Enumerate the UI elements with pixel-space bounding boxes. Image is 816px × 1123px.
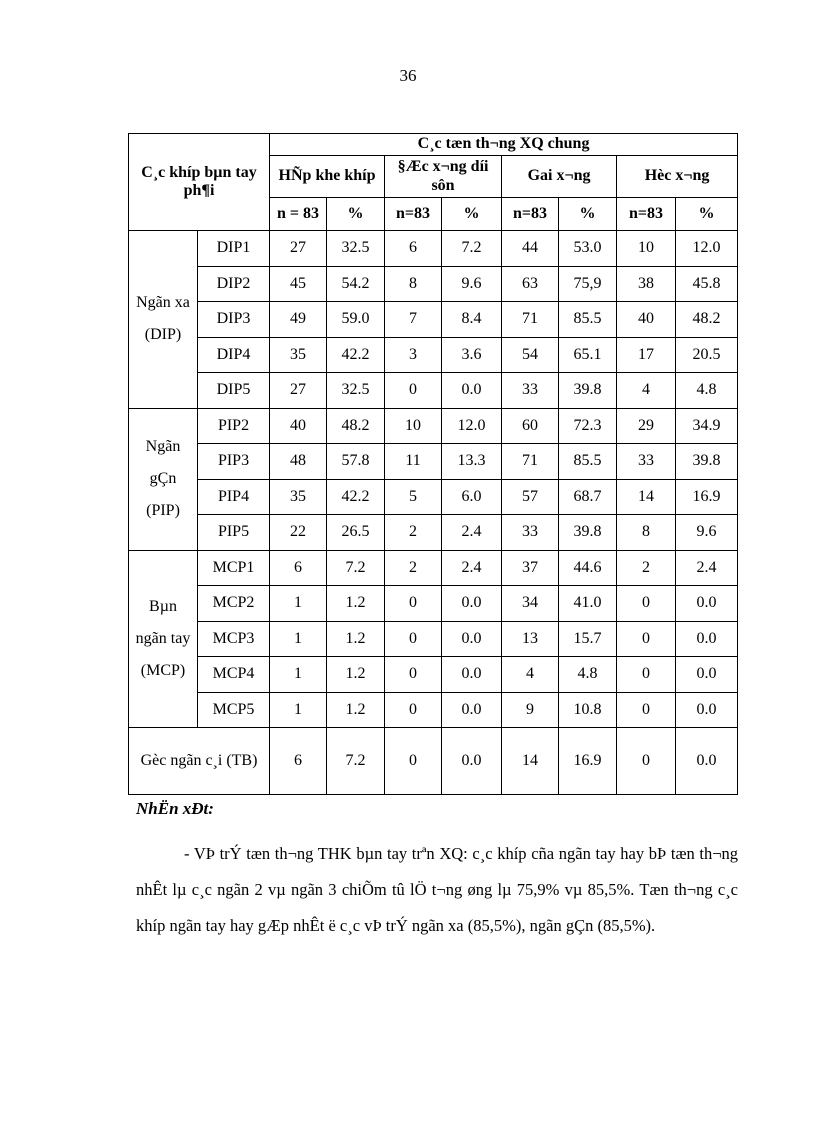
sub-header: % <box>559 198 617 231</box>
value-cell: 2.4 <box>442 515 502 551</box>
value-cell: 6 <box>270 550 327 586</box>
table-row <box>129 657 738 693</box>
sub-header: n=83 <box>502 198 559 231</box>
joint-cell: DIP3 <box>198 302 270 338</box>
value-cell: 57 <box>502 479 559 515</box>
joint-cell: MCP1 <box>198 550 270 586</box>
value-cell: 10 <box>385 408 442 444</box>
table-row <box>129 337 738 373</box>
value-cell: 38 <box>617 266 676 302</box>
value-cell: 15.7 <box>559 621 617 657</box>
value-cell: 0.0 <box>442 657 502 693</box>
value-cell: 63 <box>502 266 559 302</box>
value-cell: 33 <box>502 373 559 409</box>
value-cell: 16.9 <box>559 728 617 795</box>
table-row <box>129 586 738 622</box>
sub-header: % <box>676 198 738 231</box>
joint-cell: PIP2 <box>198 408 270 444</box>
value-cell: 71 <box>502 444 559 480</box>
value-cell: 33 <box>502 515 559 551</box>
joint-cell: DIP4 <box>198 337 270 373</box>
sub-header: % <box>327 198 385 231</box>
value-cell: 13 <box>502 621 559 657</box>
value-cell: 85.5 <box>559 302 617 338</box>
value-cell: 9.6 <box>676 515 738 551</box>
value-cell: 59.0 <box>327 302 385 338</box>
value-cell: 85.5 <box>559 444 617 480</box>
value-cell: 29 <box>617 408 676 444</box>
value-cell: 53.0 <box>559 231 617 267</box>
value-cell: 49 <box>270 302 327 338</box>
value-cell: 0.0 <box>442 586 502 622</box>
notes-body: - VÞ trÝ tæn th¬ng THK bµn tay trªn XQ: c¸c khíp cña ngãn tay hay bÞ tæn th¬ng nhÊt lµ c¸c ngãn 2 vµ ngãn 3 chiÕm tû lÖ t¬ng øng lµ 75,9% vµ 85,5%. Tæn th¬ng c¸c khíp ngãn tay hay gÆp nhÊt ë c¸c vÞ trÝ ngãn xa (85,5%), ngãn gÇn (85,5%). <box>136 844 738 935</box>
value-cell: 65.1 <box>559 337 617 373</box>
value-cell: 8.4 <box>442 302 502 338</box>
value-cell: 0 <box>385 586 442 622</box>
value-cell: 35 <box>270 337 327 373</box>
table-row <box>129 515 738 551</box>
value-cell: 1 <box>270 657 327 693</box>
value-cell: 48.2 <box>676 302 738 338</box>
value-cell: 10 <box>617 231 676 267</box>
value-cell: 0 <box>617 621 676 657</box>
value-cell: 39.8 <box>559 373 617 409</box>
value-cell: 1 <box>270 692 327 728</box>
group-label-cell: Ngãn gÇn (PIP) <box>129 408 198 550</box>
value-cell: 40 <box>270 408 327 444</box>
page-number: 36 <box>399 66 417 85</box>
value-cell: 14 <box>617 479 676 515</box>
value-cell: 16.9 <box>676 479 738 515</box>
value-cell: 14 <box>502 728 559 795</box>
table-row <box>129 479 738 515</box>
value-cell: 32.5 <box>327 231 385 267</box>
value-cell: 0.0 <box>442 692 502 728</box>
joint-cell: DIP5 <box>198 373 270 409</box>
value-cell: 7.2 <box>327 728 385 795</box>
value-cell: 1.2 <box>327 621 385 657</box>
value-cell: 27 <box>270 373 327 409</box>
value-cell: 0 <box>385 692 442 728</box>
value-cell: 7.2 <box>327 550 385 586</box>
value-cell: 10.8 <box>559 692 617 728</box>
value-cell: 13.3 <box>442 444 502 480</box>
xray-lesions-table <box>128 133 738 795</box>
value-cell: 34.9 <box>676 408 738 444</box>
value-cell: 0 <box>617 657 676 693</box>
value-cell: 45.8 <box>676 266 738 302</box>
value-cell: 44.6 <box>559 550 617 586</box>
value-cell: 41.0 <box>559 586 617 622</box>
value-cell: 75,9 <box>559 266 617 302</box>
value-cell: 32.5 <box>327 373 385 409</box>
group-label-cell: Ngãn xa (DIP) <box>129 231 198 409</box>
value-cell: 34 <box>502 586 559 622</box>
value-cell: 6.0 <box>442 479 502 515</box>
value-cell: 1.2 <box>327 657 385 693</box>
value-cell: 9 <box>502 692 559 728</box>
column-header: HÑp khe khíp <box>270 156 385 198</box>
value-cell: 0.0 <box>442 373 502 409</box>
value-cell: 11 <box>385 444 442 480</box>
value-cell: 1 <box>270 586 327 622</box>
value-cell: 4 <box>502 657 559 693</box>
column-header: Hèc x¬ng <box>617 156 738 198</box>
value-cell: 1.2 <box>327 692 385 728</box>
value-cell: 39.8 <box>676 444 738 480</box>
value-cell: 0.0 <box>442 728 502 795</box>
joint-cell: MCP5 <box>198 692 270 728</box>
sub-header: n=83 <box>617 198 676 231</box>
value-cell: 48.2 <box>327 408 385 444</box>
value-cell: 5 <box>385 479 442 515</box>
value-cell: 0.0 <box>676 692 738 728</box>
value-cell: 0 <box>617 692 676 728</box>
value-cell: 1 <box>270 621 327 657</box>
group-header-cell: C¸c tæn th¬ng XQ chung <box>270 134 738 156</box>
value-cell: 0 <box>385 373 442 409</box>
value-cell: 42.2 <box>327 337 385 373</box>
value-cell: 3.6 <box>442 337 502 373</box>
value-cell: 2 <box>385 515 442 551</box>
value-cell: 0.0 <box>442 621 502 657</box>
value-cell: 7.2 <box>442 231 502 267</box>
joint-cell: PIP5 <box>198 515 270 551</box>
value-cell: 0 <box>385 728 442 795</box>
value-cell: 6 <box>270 728 327 795</box>
value-cell: 26.5 <box>327 515 385 551</box>
value-cell: 1.2 <box>327 586 385 622</box>
value-cell: 2.4 <box>442 550 502 586</box>
value-cell: 27 <box>270 231 327 267</box>
row-header-cell: C¸c khíp bµn tay ph¶i <box>129 134 270 231</box>
value-cell: 12.0 <box>442 408 502 444</box>
value-cell: 6 <box>385 231 442 267</box>
value-cell: 3 <box>385 337 442 373</box>
value-cell: 37 <box>502 550 559 586</box>
value-cell: 12.0 <box>676 231 738 267</box>
table-row-total <box>129 728 738 795</box>
value-cell: 71 <box>502 302 559 338</box>
joint-cell: MCP4 <box>198 657 270 693</box>
group-label-cell: Bµn ngãn tay (MCP) <box>129 550 198 728</box>
table-row <box>129 266 738 302</box>
value-cell: 72.3 <box>559 408 617 444</box>
value-cell: 22 <box>270 515 327 551</box>
value-cell: 54 <box>502 337 559 373</box>
value-cell: 0 <box>385 621 442 657</box>
joint-cell: DIP1 <box>198 231 270 267</box>
value-cell: 2 <box>617 550 676 586</box>
value-cell: 2 <box>385 550 442 586</box>
value-cell: 0.0 <box>676 728 738 795</box>
table-row <box>129 373 738 409</box>
value-cell: 33 <box>617 444 676 480</box>
sub-header: n=83 <box>385 198 442 231</box>
table-row <box>129 408 738 444</box>
value-cell: 40 <box>617 302 676 338</box>
value-cell: 0.0 <box>676 586 738 622</box>
column-header: Gai x¬ng <box>502 156 617 198</box>
joint-cell: MCP3 <box>198 621 270 657</box>
value-cell: 48 <box>270 444 327 480</box>
table-row <box>129 692 738 728</box>
notes-title: NhËn xÐt: <box>136 799 214 818</box>
total-label-cell: Gèc ngãn c¸i (TB) <box>129 728 270 795</box>
value-cell: 0 <box>617 728 676 795</box>
joint-cell: DIP2 <box>198 266 270 302</box>
value-cell: 4.8 <box>676 373 738 409</box>
value-cell: 2.4 <box>676 550 738 586</box>
table-row <box>129 621 738 657</box>
joint-cell: PIP3 <box>198 444 270 480</box>
value-cell: 8 <box>385 266 442 302</box>
value-cell: 45 <box>270 266 327 302</box>
table-row <box>129 444 738 480</box>
joint-cell: MCP2 <box>198 586 270 622</box>
value-cell: 57.8 <box>327 444 385 480</box>
value-cell: 0.0 <box>676 621 738 657</box>
value-cell: 54.2 <box>327 266 385 302</box>
column-header: §Æc x¬ng díi sôn <box>385 156 502 198</box>
table-row <box>129 231 738 267</box>
value-cell: 4 <box>617 373 676 409</box>
value-cell: 35 <box>270 479 327 515</box>
value-cell: 39.8 <box>559 515 617 551</box>
sub-header: n = 83 <box>270 198 327 231</box>
value-cell: 9.6 <box>442 266 502 302</box>
value-cell: 0 <box>617 586 676 622</box>
value-cell: 44 <box>502 231 559 267</box>
value-cell: 20.5 <box>676 337 738 373</box>
value-cell: 7 <box>385 302 442 338</box>
value-cell: 0.0 <box>676 657 738 693</box>
value-cell: 4.8 <box>559 657 617 693</box>
table-row <box>129 550 738 586</box>
value-cell: 60 <box>502 408 559 444</box>
value-cell: 68.7 <box>559 479 617 515</box>
joint-cell: PIP4 <box>198 479 270 515</box>
value-cell: 17 <box>617 337 676 373</box>
value-cell: 0 <box>385 657 442 693</box>
value-cell: 8 <box>617 515 676 551</box>
table-row <box>129 302 738 338</box>
sub-header: % <box>442 198 502 231</box>
value-cell: 42.2 <box>327 479 385 515</box>
